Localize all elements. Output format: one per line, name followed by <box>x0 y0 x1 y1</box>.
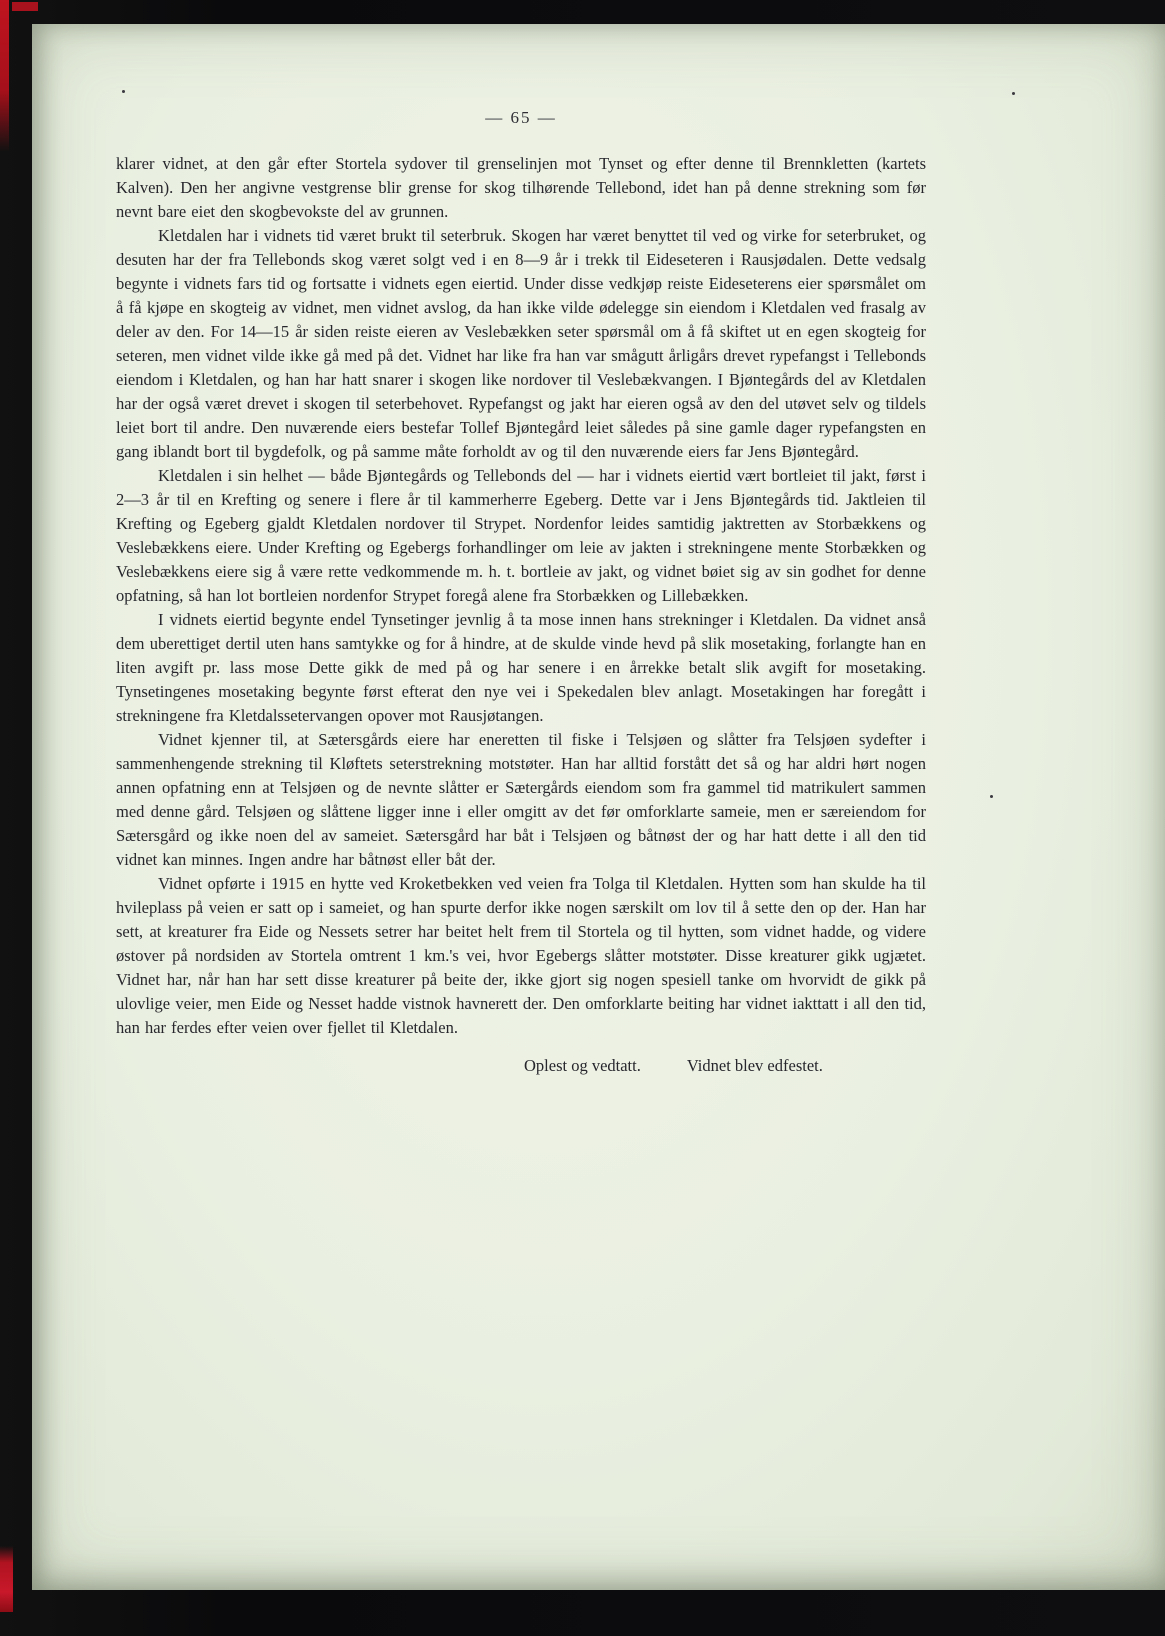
scan-speck <box>990 795 993 798</box>
paragraph: Kletdalen har i vidnets tid været brukt til seterbruk. Skogen har været benyttet til ved og virke for seterbruket, og desuten har der fra Tellebonds skog været solgt ved i en 8—9 år i trekk til Eideseteren i Rausjødalen. Dette vedsalg begynte i vidnets fars tid og fortsatte i vidnets egen eiertid. Under disse vedkjøp reiste Eideseterens eier spørsmålet om å få kjøpe en skogteig av vidnet, men vidnet avslog, da han ikke vilde ødelegge sin eiendom i Kletdalen ved frasalg av deler av den. For 14—15 år siden reiste eieren av Veslebækken seter spørsmål om å få skiftet ut en egen skogteig for seteren, men vidnet vilde ikke gå med på det. Vidnet har like fra han var smågutt årligårs drevet rypefangst i Tellebonds eiendom i Kletdalen, og han har hatt snarer i skogen like nordover til Veslebækvangen. I Bjøntegårds del av Kletdalen har der også været drevet i skogen til seterbehovet. Rypefangst og jakt har eieren også av den del utøvet selv og tildels leiet bort til andre. Den nuværende eiers bestefar Tollef Bjøntegård leiet således på sine gamle dager rypefangsten en gang iblandt bort til bygdefolk, og på samme måte forholdt av og til den nuværende eiers far Jens Bjøntegård. <box>116 226 926 461</box>
paragraph: Vidnet opførte i 1915 en hytte ved Kroketbekken ved veien fra Tolga til Kletdalen. Hytten som han skulde ha til hvileplass på veien er satt op i sameiet, og han spurte derfor ikke nogen særskilt om lov til å sette den op der. Han har sett, at kreaturer fra Eide og Nessets setrer har beitet helt frem til Stortela og til hytten, som vidnet hadde, og videre østover på nordsiden av Stortela omtrent 1 km.'s vei, hvor Egebergs slåtter motstøter. Disse kreaturer gikk ugjætet. Vidnet har, når han har sett disse kreaturer på beite der, ikke gjort sig nogen spesiell tanke om hvorvidt de gikk på ulovlige veier, men Eide og Nesset hadde vistnok havnerett der. Den omforklarte beiting har vidnet iakttatt i all den tid, han har ferdes efter veien over fjellet til Kletdalen. <box>116 874 926 1037</box>
paragraph: I vidnets eiertid begynte endel Tynsetinger jevnlig å ta mose innen hans strekninger i Kletdalen. Da vidnet anså dem uberettiget dertil uten hans samtykke og for å hindre, at de skulde vinde hevd på slik mosetaking, forlangte han en liten avgift pr. lass mose Dette gikk de med på og har senere i en årrekke betalt slik avgift for mosetaking. Tynsetingenes mosetaking begynte først efterat den nye vei i Spekedalen blev anlagt. Mosetakingen har foregått i strekningene fra Kletdalssetervangen opover mot Rausjøtangen. <box>116 610 926 725</box>
document-page <box>32 24 1165 1590</box>
paragraph: Kletdalen i sin helhet — både Bjøntegårds og Tellebonds del — har i vidnets eiertid vært bortleiet til jakt, først i 2—3 år til en Krefting og senere i flere år til kammerherre Egeberg. Dette var i Jens Bjøntegårds tid. Jaktleien til Krefting og Egeberg gjaldt Kletdalen nordover til Strypet. Nordenfor leides samtidig jaktretten av Storbækkens og Veslebækkens eiere. Under Krefting og Egebergs forhandlinger om leie av jakten i strekningene mente Storbækken og Veslebækkens eiere sig å være rette vedkommende m. h. t. bortleie av jakt, og vidnet bøiet sig av sin godhet for denne opfatning, så han lot bortleien nordenfor Strypet foregå alene fra Storbækken og Lillebækken. <box>116 466 926 605</box>
document-body <box>116 152 926 1040</box>
scan-speck <box>122 90 125 93</box>
attestation-read-approved: Oplest og vedtatt. <box>524 1056 641 1075</box>
attestation-sworn: Vidnet blev edfestet. <box>686 1056 823 1075</box>
page-number: — 65 — <box>485 108 557 127</box>
page-content <box>116 108 926 1078</box>
scan-speck <box>1012 92 1015 95</box>
paragraph: Vidnet kjenner til, at Sætersgårds eiere har eneretten til fiske i Telsjøen og slåtter fra Telsjøen sydefter i sammenhengende strekning til Kløftets seterstrekning motstøter. Han har alltid forstått det så og har aldri hørt nogen annen opfatning enn at Telsjøen og de nevnte slåtter er Sætergårds eiendom som fra gammel tid matrikulert sammen med denne gård. Telsjøen og slåttene ligger inne i eller omgitt av det før omforklarte sameie, men er særeiendom for Sætersgård og ikke noen del av sameiet. Sætersgård har båt i Telsjøen og båtnøst der og har hatt dette i all den tid vidnet kan minnes. Ingen andre har båtnøst eller båt der. <box>116 730 926 869</box>
attestation-line <box>524 1054 926 1078</box>
scan-edge-mark-dash <box>12 2 38 11</box>
scan-edge-mark-bottom <box>0 1546 13 1612</box>
scan-edge-mark-top <box>0 0 9 152</box>
paragraph: klarer vidnet, at den går efter Stortela sydover til grenselinjen mot Tynset og efter denne til Brennkletten (kartets Kalven). Den her angivne vestgrense blir grense for skog tilhørende Tellebond, idet han på denne strekning som før nevnt bare eiet den skogbevokste del av grunnen. <box>116 154 926 221</box>
